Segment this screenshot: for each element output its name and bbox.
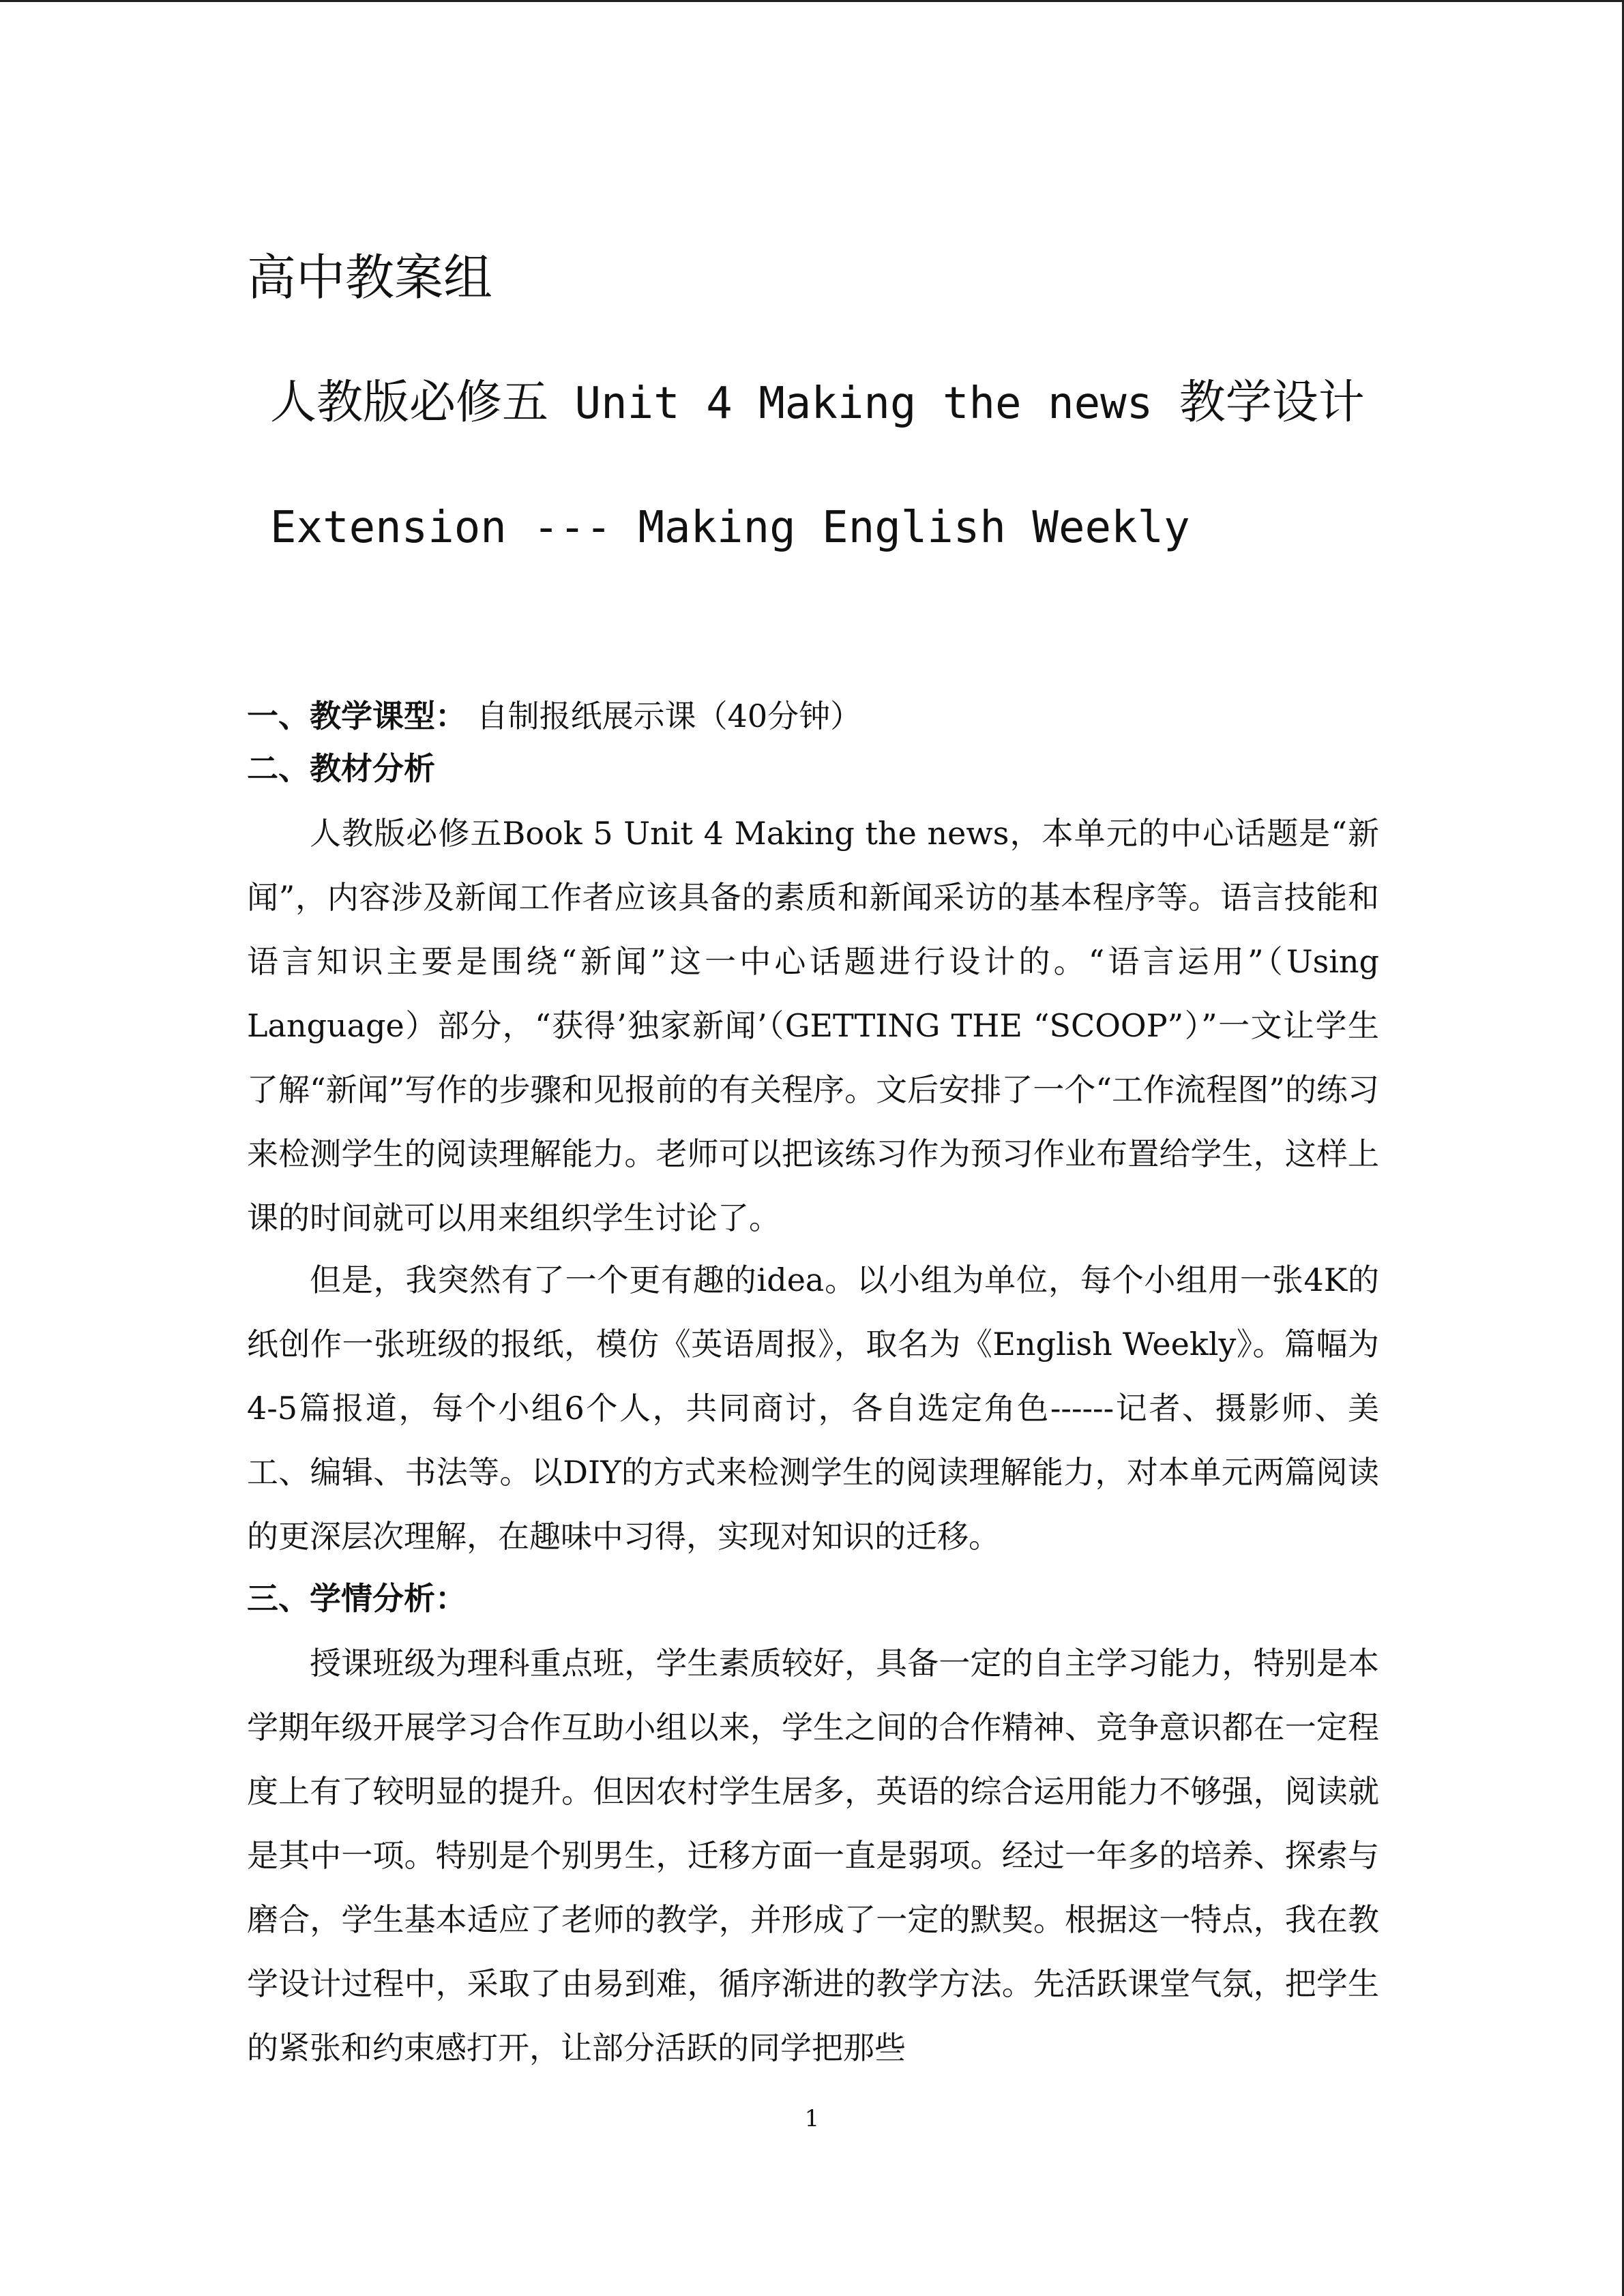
section-lesson-type-label: 一、教学课型：	[247, 698, 467, 734]
document-subtitle	[270, 498, 1190, 557]
title-cn-prefix: 人教版必修五	[270, 376, 549, 430]
title-cn-suffix: 教学设计	[1179, 376, 1365, 430]
section-lesson-type-value: 自制报纸展示课（40分钟）	[467, 698, 862, 734]
section-material-analysis-heading: 二、教材分析	[247, 750, 435, 787]
section-lesson-type	[247, 696, 861, 736]
title-en: Unit 4 Making the news	[548, 378, 1179, 429]
material-analysis-paragraph-1: 人教版必修五Book 5 Unit 4 Making the news，本单元的中心话题是“新闻”，内容涉及新闻工作者应该具备的素质和新闻采访的基本程序等。语言技能和语言知识主要是围绕“新闻”这一中心话题进行设计的。“语言运用”（Using Language）部分，“获得’独家新闻’（GETTING THE “SCOOP”）”一文让学生了解“新闻”写作的步骤和见报前的有关程序。文后安排了一个“工作流程图”的练习来检测学生的阅读理解能力。老师可以把该练习作为预习作业布置给学生，这样上课的时间就可以用来组织学生讨论了。	[247, 815, 1379, 1236]
student-analysis-paragraph: 授课班级为理科重点班，学生素质较好，具备一定的自主学习能力，特别是本学期年级开展学习合作互助小组以来，学生之间的合作精神、竞争意识都在一定程度上有了较明显的提升。但因农村学生居多，英语的综合运用能力不够强，阅读就是其中一项。特别是个别男生，迁移方面一直是弱项。经过一年多的培养、探索与磨合，学生基本适应了老师的教学，并形成了一定的默契。根据这一特点，我在教学设计过程中，采取了由易到难，循序渐进的教学方法。先活跃课堂气氛，把学生的紧张和约束感打开，让部分活跃的同学把那些	[247, 1645, 1379, 2066]
material-analysis-paragraph-2: 但是，我突然有了一个更有趣的idea。以小组为单位，每个小组用一张4K的纸创作一张班级的报纸，模仿《英语周报》，取名为《English Weekly》。篇幅为4-5篇报道，每个小组6个人，共同商讨，各自选定角色------记者、摄影师、美工、编辑、书法等。以DIY的方式来检测学生的阅读理解能力，对本单元两篇阅读的更深层次理解，在趣味中习得，实现对知识的迁移。	[247, 1262, 1379, 1555]
page-border-top	[0, 0, 1624, 2]
page-number: 1	[804, 2105, 820, 2132]
header-group-label: 高中教案组	[247, 249, 493, 306]
document-title	[270, 374, 1365, 433]
section-student-analysis-heading: 三、学情分析：	[247, 1580, 467, 1617]
subtitle-text: Extension --- Making English Weekly	[270, 503, 1190, 553]
